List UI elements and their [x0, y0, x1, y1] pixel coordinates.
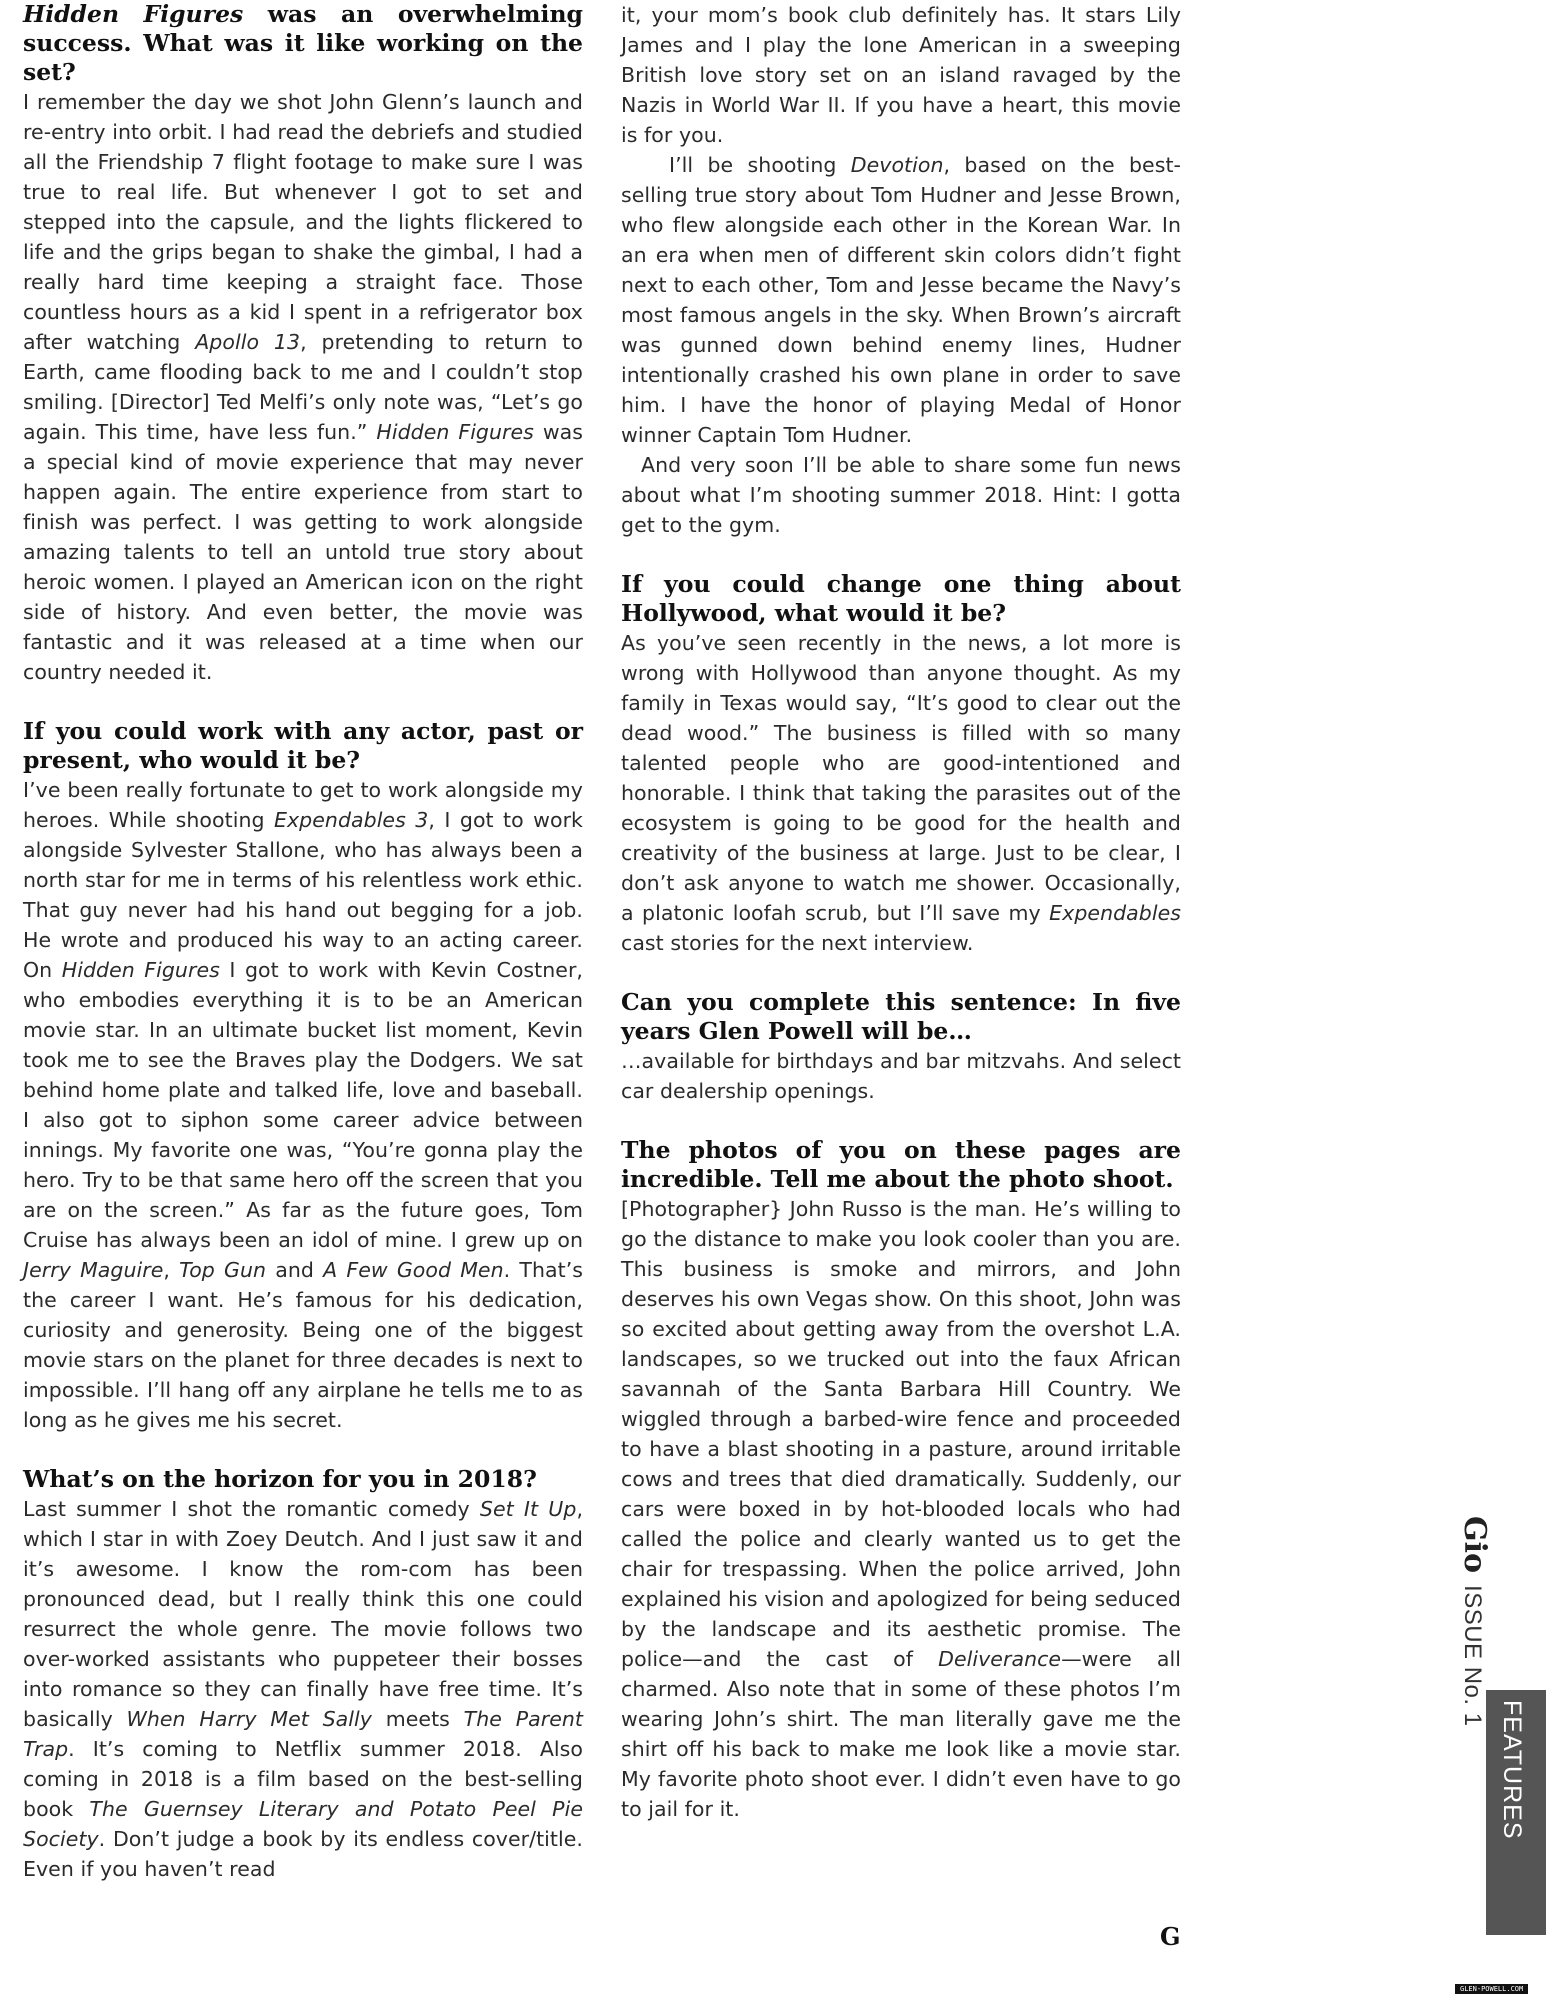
text-run: [Photographer} John Russo is the man. He’s willing to go the distance to make you look cooler than you are. This business is smoke and mirrors, and John deserves his own Vegas show. On this shoot, John was so excited about getting away from the overshot L.A. landscapes, so we trucked out into the faux African savannah of the Santa Barbara Hill Country. We wiggled through a barbed-wire fence and proceeded to have a blast shooting in a pasture, around irritable cows and trees that died dramatically. Suddenly, our cars were boxed in by hot-blooded locals who had called the police and clearly wanted us to get the chair for trespassing. When the police arrived, John explained his vision and apologized for being seduced by the landscape and its aesthetic promise. The police—and the cast of	[621, 1197, 1181, 1671]
answer-photo-shoot	[621, 1194, 1181, 1824]
text-run: cast stories for the next interview.	[621, 931, 974, 955]
text-run: . That’s the career I want. He’s famous for his dedication, curiosity and generosity. Being one of the biggest movie stars on the planet for three decades is next to impossible. I’ll hang off any airplane he tells me to as long as he gives me his secret.	[23, 1258, 583, 1432]
text-run: I remember the day we shot John Glenn’s launch and re-entry into orbit. I had read the debriefs and studied all the Friendship 7 flight footage to make sure I was true to real life. But whenever I got to set and stepped into the capsule, and the lights flickered to life and the grips began to shake the gimbal, I had a really hard time keeping a straight face. Those countless hours as a kid I spent in a refrigerator box after watching	[23, 90, 583, 354]
italic-title: A Few Good Men	[323, 1258, 504, 1282]
italic-title: Hidden Figures	[61, 958, 220, 982]
text-run: meets	[371, 1707, 464, 1731]
text-run: it, your mom’s book club definitely has. It stars Lily James and I play the lone American in a sweeping British love story set on an island ravaged by the Nazis in World War II. If you have a heart, this movie is for you.	[621, 3, 1181, 147]
issue-number: ISSUE No. 1	[1459, 1585, 1486, 1727]
text-run: , I got to work alongside Sylvester Stallone, who has always been a north star for me in terms of his relentless work ethic. That guy never had his hand out begging for a job. He wrote and produced his way to an acting career. On	[23, 808, 583, 982]
question-change-hollywood: If you could change one thing about Hollywood, what would it be?	[621, 570, 1181, 627]
answer-work-with-actor	[23, 775, 583, 1435]
question-hidden-figures	[23, 0, 583, 87]
magazine-brand: Gio	[1457, 1516, 1492, 1574]
text-run: ,	[163, 1258, 180, 1282]
section-label: FEATURES	[1498, 1700, 1526, 1840]
text-run: I’ll be shooting	[669, 153, 851, 177]
question-rest: was an overwhelming success. What was it like working on the set?	[23, 0, 583, 86]
text-run: And very soon I’ll be able to share some fun news about what I’m shooting summer 2018. Hint: I gotta get to the gym.	[621, 453, 1181, 537]
italic-title: Devotion	[850, 153, 944, 177]
text-run: , based on the best-selling true story about Tom Hudner and Jesse Brown, who flew alongside each other in the Korean War. In an era when men of different skin colors didn’t fight next to each other, Tom and Jesse became the Navy’s most famous angels in the sky. When Brown’s aircraft was gunned down behind enemy lines, Hudner intentionally crashed his own plane in order to save him. I have the honor of playing Medal of Honor winner Captain Tom Hudner.	[621, 153, 1181, 447]
text-run: , pretending to return to Earth, came flooding back to me and I couldn’t stop smiling. [Director] Ted Melfi’s only note was, “Let’s go again. This time, have less fun.”	[23, 330, 583, 444]
text-run: . Don’t judge a book by its endless cover/title. Even if you haven’t read	[23, 1827, 583, 1881]
end-of-article-mark: G	[1160, 1922, 1181, 1951]
text-run: , which I star in with Zoey Deutch. And I just saw it and it’s awesome. I know the rom-com has been pronounced dead, but I really think this one could resurrect the whole genre. The movie follows two over-worked assistants who puppeteer their bosses into romance so they can finally have free time. It’s basically	[23, 1497, 584, 1731]
text-run: —were all charmed. Also note that in some of these photos I’m wearing John’s shirt. The man literally gave me the shirt off his back to make me look like a movie star. My favorite photo shoot ever. I didn’t even have to go to jail for it.	[621, 1647, 1181, 1821]
answer-horizon-2018	[23, 1494, 583, 1884]
answer-devotion-paragraph	[621, 150, 1181, 450]
answer-horizon-continued	[621, 0, 1181, 150]
text-run: Last summer I shot the romantic comedy	[23, 1497, 480, 1521]
italic-title: Deliverance	[938, 1647, 1062, 1671]
italic-title: Hidden Figures	[376, 420, 534, 444]
italic-title: Top Gun	[179, 1258, 267, 1282]
question-photo-shoot: The photos of you on these pages are incredible. Tell me about the photo shoot.	[621, 1136, 1181, 1193]
italic-title: Expendables	[1049, 901, 1181, 925]
answer-five-years	[621, 1046, 1181, 1106]
right-column	[621, 0, 1181, 1824]
italic-title: Set It Up	[479, 1497, 577, 1521]
text-run: was a special kind of movie experience that may never happen again. The entire experience from start to finish was perfect. I was getting to work alongside amazing talents to tell an untold true story about heroic women. I played an American icon on the right side of history. And even better, the movie was fantastic and it was released at a time when our country needed it.	[23, 420, 584, 684]
question-five-years: Can you complete this sentence: In five years Glen Powell will be…	[621, 988, 1181, 1045]
answer-change-hollywood	[621, 628, 1181, 958]
watermark: GLEN-POWELL.COM	[1455, 1984, 1528, 1994]
answer-hidden-figures	[23, 87, 583, 687]
text-run: As you’ve seen recently in the news, a lot more is wrong with Hollywood than anyone thought. As my family in Texas would say, “It’s good to clear out the dead wood.” The business is filled with so many talented people who are good-intentioned and honorable. I think that taking the parasites out of the ecosystem is going to be good for the health and creativity of the business at large. Just to be clear, I don’t ask anyone to watch me shower. Occasionally, a platonic loofah scrub, but I’ll save my	[621, 631, 1181, 925]
text-run: I’ve been really fortunate to get to work alongside my heroes. While shooting	[23, 778, 583, 832]
question-work-with-actor: If you could work with any actor, past or present, who would it be?	[23, 717, 583, 774]
italic-title: Expendables 3	[274, 808, 429, 832]
text-run: and	[266, 1258, 324, 1282]
italic-title: When Harry Met Sally	[126, 1707, 372, 1731]
italic-title: The Parent Trap	[23, 1707, 583, 1761]
text-run: I got to work with Kevin Costner, who embodies everything it is to be an American movie star. In an ultimate bucket list moment, Kevin took me to see the Braves play the Dodgers. We sat behind home plate and talked life, love and baseball. I also got to siphon some career advice between innings. My favorite one was, “You’re gonna play the hero. Try to be that same hero off the screen that you are on the screen.” As far as the future goes, Tom Cruise has always been an idol of mine. I grew up on	[23, 958, 583, 1252]
answer-summer-news-paragraph	[621, 450, 1181, 540]
left-column	[23, 0, 583, 1884]
italic-title: The Guernsey Literary and Potato Peel Pie Society	[23, 1797, 583, 1851]
question-title-italic: Hidden Figures	[23, 0, 244, 28]
text-run: . It’s coming to Netflix summer 2018. Also coming in 2018 is a film based on the best-selling book	[23, 1737, 583, 1821]
question-horizon-2018: What’s on the horizon for you in 2018?	[23, 1465, 537, 1493]
text-run: …available for birthdays and bar mitzvahs. And select car dealership openings.	[621, 1049, 1181, 1103]
italic-title: Apollo 13	[195, 330, 301, 354]
italic-title: Jerry Maguire	[23, 1258, 164, 1282]
